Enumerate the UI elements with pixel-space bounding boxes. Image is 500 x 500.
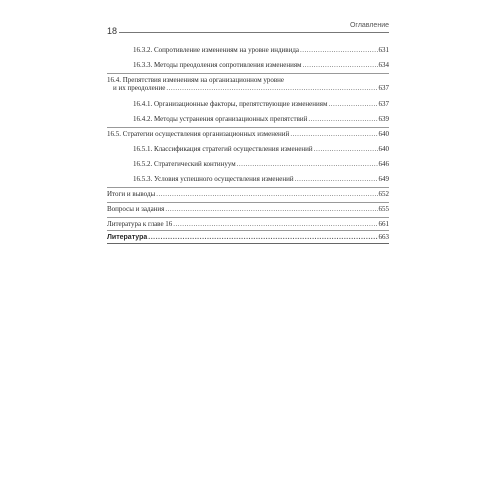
toc-entry-16-3-3[interactable]: [133, 61, 389, 70]
toc-entry-page: 652: [378, 190, 389, 198]
toc-entry-page: 637: [378, 100, 389, 108]
toc-entry-title: Литература: [107, 234, 148, 241]
toc-entry-16-5-2[interactable]: [133, 160, 389, 169]
leader-dots: [303, 61, 378, 70]
toc-entry-title: 16.3.2. Сопротивление изменениям на уровне индивида: [133, 46, 300, 54]
section-name: Оглавление: [349, 22, 389, 29]
toc-entry-page: 661: [378, 220, 389, 228]
toc-entry-16-4-title[interactable]: 16.4. Препятствия изменениям на организационном уровне: [107, 76, 285, 84]
leader-dots: [173, 220, 377, 229]
leader-dots: [314, 145, 378, 154]
toc-entry-title: Литература к главе 16: [107, 220, 173, 228]
leader-dots: [290, 130, 377, 139]
toc-entry-summary[interactable]: [107, 190, 389, 199]
leader-dots: [156, 190, 377, 199]
toc-entry-page: 640: [378, 145, 389, 153]
toc-entry-title: 16.4.2. Методы устранения организационных препятствий: [133, 115, 308, 123]
leader-dots: [237, 160, 378, 169]
toc-entry-16-5-1[interactable]: [133, 145, 389, 154]
section-divider: [107, 217, 389, 218]
leader-dots: [300, 46, 377, 55]
toc-entry-16-5[interactable]: [107, 130, 389, 139]
toc-entry-page: 655: [378, 205, 389, 213]
toc-entry-questions[interactable]: [107, 205, 389, 214]
toc-entry-title: 16.5.3. Условия успешного осуществления изменений: [133, 175, 294, 183]
toc-entry-16-3-2[interactable]: [133, 46, 389, 55]
toc-entry-title: Итоги и выводы: [107, 190, 156, 198]
toc-entry-page: 631: [378, 46, 389, 54]
leader-dots: [165, 205, 377, 214]
section-divider: [107, 230, 389, 231]
leader-dots: [166, 84, 377, 93]
toc-entry-title: 16.5. Стратегии осуществления организационных изменений: [107, 130, 290, 138]
leader-dots: [148, 233, 377, 242]
leader-dots: [308, 115, 377, 124]
section-divider: [107, 187, 389, 188]
toc-entry-page: 640: [378, 130, 389, 138]
section-divider: [107, 73, 389, 74]
toc-entry-16-5-3[interactable]: [133, 175, 389, 184]
toc-entry-16-4-1[interactable]: [133, 100, 389, 109]
toc-entry-literature[interactable]: [107, 233, 389, 242]
leader-dots: [328, 100, 377, 109]
page-number: 18: [107, 26, 118, 36]
page-header: [107, 22, 389, 38]
toc-entry-title: 16.5.1. Классификация стратегий осуществления изменений: [133, 145, 313, 153]
toc-entry-title: Вопросы и задания: [107, 205, 165, 213]
toc-entry-title: 16.3.3. Методы преодоления сопротивления изменениям: [133, 61, 302, 69]
toc-entry-title: и их преодоление: [113, 84, 166, 92]
toc-entry-page: 634: [378, 61, 389, 69]
section-divider: [107, 243, 389, 244]
toc-entry-title: 16.5.2. Стратегический континуум: [133, 160, 236, 168]
toc-entry-title: 16.4.1. Организационные факторы, препятствующие изменениям: [133, 100, 328, 108]
section-divider: [107, 127, 389, 128]
toc-entry-page: 663: [378, 233, 389, 241]
toc-entry-chapter-literature[interactable]: [107, 220, 389, 229]
leader-dots: [295, 175, 378, 184]
toc-entry-page: 649: [378, 175, 389, 183]
section-divider: [107, 202, 389, 203]
toc-entry-16-4[interactable]: [113, 84, 389, 93]
toc-entry-page: 637: [378, 84, 389, 92]
toc-entry-page: 646: [378, 160, 389, 168]
toc-entry-16-4-2[interactable]: [133, 115, 389, 124]
toc-entry-page: 639: [378, 115, 389, 123]
header-rule: [119, 32, 389, 33]
